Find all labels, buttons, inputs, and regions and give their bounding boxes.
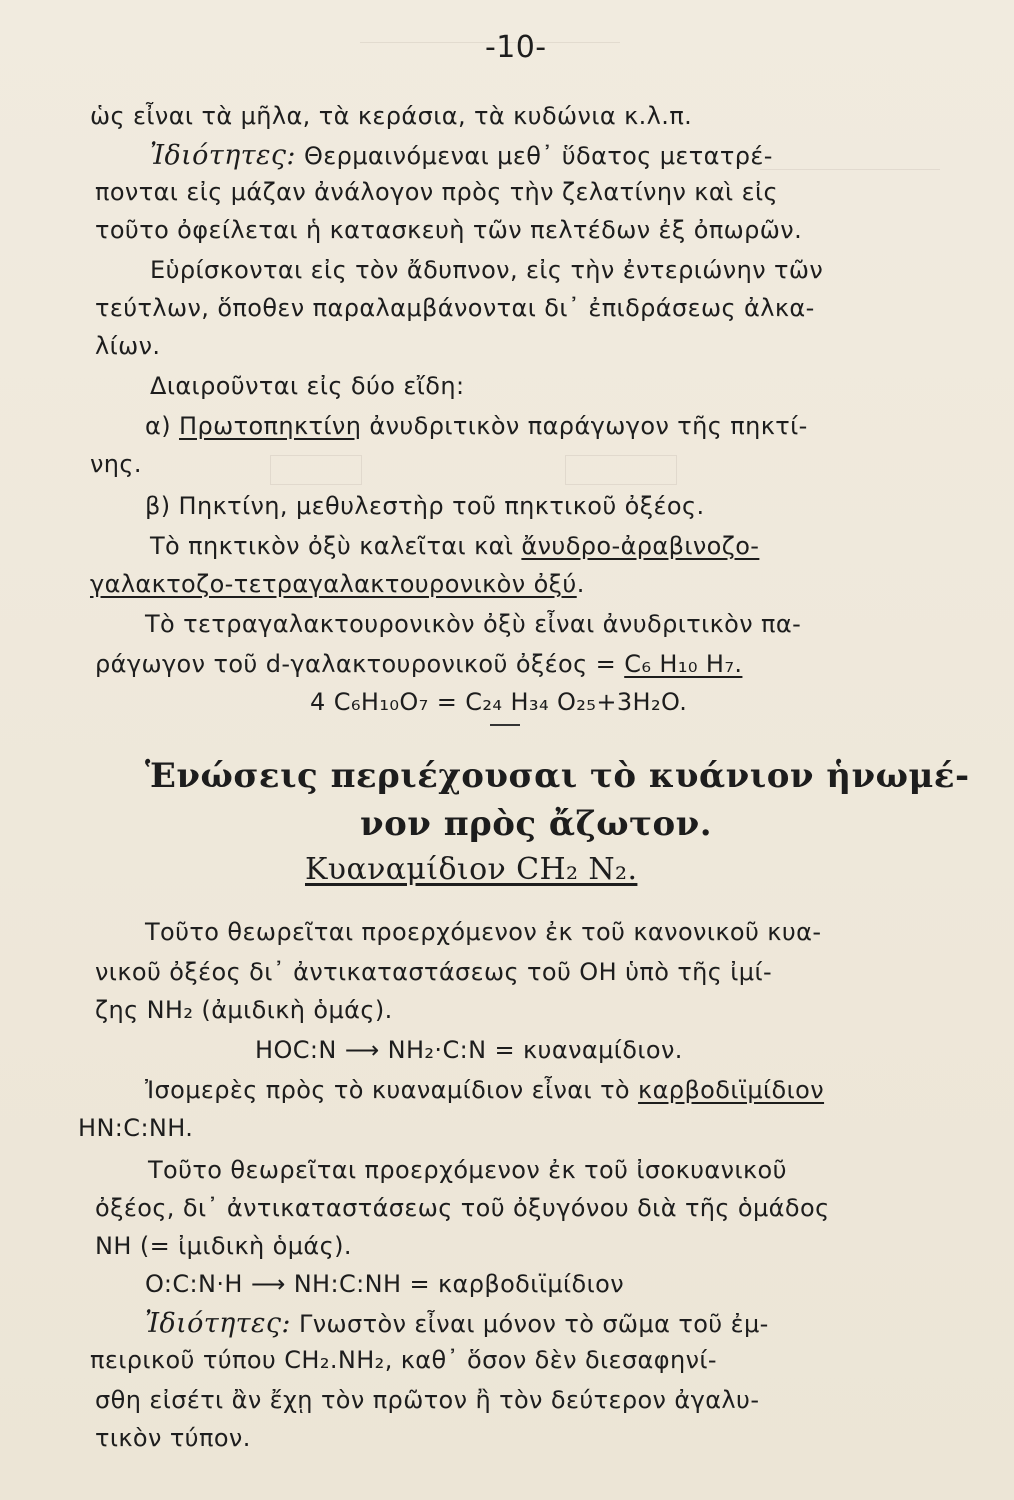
section-heading-1: Ἑνώσεις περιέχουσαι τὸ κυάνιον ἡνωμέ- — [145, 756, 970, 796]
formula-line: 4 C₆H₁₀O₇ = C₂₄ H₃₄ O₂₅+3H₂O. — [310, 688, 688, 716]
formula: C₆ H₁₀ H₇. — [624, 650, 743, 678]
text-span: Ἰσομερὲς πρὸς τὸ κυαναμίδιον εἶναι τὸ — [145, 1076, 639, 1104]
underlined-term: γαλακτοζο-τετραγαλακτουρονικὸν ὀξύ — [90, 570, 577, 598]
text-line-1: ὡς εἶναι τὰ μῆλα, τὰ κεράσια, τὰ κυδώνια κ.λ.π. — [90, 102, 693, 130]
text-line-13 — [90, 570, 585, 598]
text-line-14: Τὸ τετραγαλακτουρονικὸν ὀξὺ εἶναι ἀνυδριτικὸν πα- — [145, 610, 802, 638]
underlined-term: Πρωτοπηκτίνη — [179, 412, 362, 440]
text-line-20: HN:C:NH. — [78, 1114, 194, 1142]
text-line-22: ὀξέος, δι᾽ ἀντικαταστάσεως τοῦ ὀξυγόνου διὰ τῆς ὁμάδος — [95, 1194, 830, 1222]
section-heading-2: νον πρὸς ἄζωτον. — [360, 804, 713, 844]
text-line-5: Εὑρίσκονται εἰς τὸν ἄδυπνον, εἰς τὴν ἐντεριώνην τῶν — [150, 256, 824, 284]
text-line-26: σθη εἰσέτι ἂν ἔχῃ τὸν πρῶτον ἢ τὸν δεύτερον ἀγαλυ- — [95, 1386, 760, 1414]
text-span: . — [576, 570, 585, 598]
text-line-9 — [145, 412, 808, 440]
text-span: α) — [145, 412, 180, 440]
text-line-24 — [145, 1308, 769, 1339]
text-line-16: Τοῦτο θεωρεῖται προερχόμενον ἐκ τοῦ κανονικοῦ κυα- — [145, 918, 822, 946]
text-line-6: τεύτλων, ὅποθεν παραλαμβάνονται δι᾽ ἐπιδράσεως ἀλκα- — [95, 294, 815, 322]
reaction-line-1: HOC:N ⟶ NH₂·C:N = κυαναμίδιον. — [255, 1036, 683, 1064]
text-line-27: τικὸν τύπον. — [95, 1424, 251, 1452]
underlined-term: καρβοδιϊμίδιον — [638, 1076, 825, 1104]
text-line-21: Τοῦτο θεωρεῖται προερχόμενον ἐκ τοῦ ἰσοκυανικοῦ — [148, 1156, 787, 1184]
underlined-term: ἄνυδρο-ἀραβινοζο- — [521, 532, 760, 560]
text-line-3: πονται εἰς μάζαν ἀνάλογον πρὸς τὴν ζελατίνην καὶ εἰς — [95, 178, 778, 206]
text-line-11: β) Πηκτίνη, μεθυλεστὴρ τοῦ πηκτικοῦ ὀξέος. — [145, 492, 705, 520]
text-line-7: λίων. — [95, 332, 161, 360]
text-span: Θερμαινόμεναι μεθ᾽ ὕδατος μετατρέ- — [295, 142, 773, 170]
reaction-line-2: O:C:N·H ⟶ NH:C:NH = καρβοδιϊμίδιον — [145, 1270, 624, 1298]
text-span: Τὸ πηκτικὸν ὀξὺ καλεῖται καὶ — [150, 532, 522, 560]
text-line-19 — [145, 1076, 824, 1104]
text-line-12 — [150, 532, 759, 560]
properties-label: Ἰδιότητες: — [145, 1308, 291, 1339]
page-number: -10- — [485, 30, 547, 65]
text-line-17: νικοῦ ὀξέος δι᾽ ἀντικαταστάσεως τοῦ OH ὑπὸ τῆς ἰμί- — [95, 958, 773, 986]
text-line-4: τοῦτο ὀφείλεται ἡ κατασκευὴ τῶν πελτέδων ἐξ ὀπωρῶν. — [95, 216, 803, 244]
text-line-2 — [150, 140, 773, 171]
text-span: ἀνυδριτικὸν παράγωγον τῆς πηκτί- — [361, 412, 808, 440]
subsection-title: Κυαναμίδιον CH₂ N₂. — [305, 852, 638, 887]
text-line-23: NH (= ἰμιδικὴ ὁμάς). — [95, 1232, 352, 1260]
text-line-8: Διαιροῦνται εἰς δύο εἴδη: — [150, 372, 465, 400]
text-line-25: πειρικοῦ τύπου CH₂.NH₂, καθ᾽ ὅσον δὲν διεσαφηνί- — [90, 1346, 717, 1374]
text-span: Γνωστὸν εἶναι μόνον τὸ σῶμα τοῦ ἐμ- — [290, 1310, 769, 1338]
text-line-15 — [95, 650, 742, 678]
text-line-18: ζης NH₂ (ἀμιδικὴ ὁμάς). — [95, 996, 393, 1024]
text-line-10: νης. — [90, 450, 142, 478]
separator-dash — [490, 724, 520, 726]
text-span: ράγωγον τοῦ d-γαλακτουρονικοῦ ὀξέος = — [95, 650, 625, 678]
properties-label: Ἰδιότητες: — [150, 140, 296, 171]
